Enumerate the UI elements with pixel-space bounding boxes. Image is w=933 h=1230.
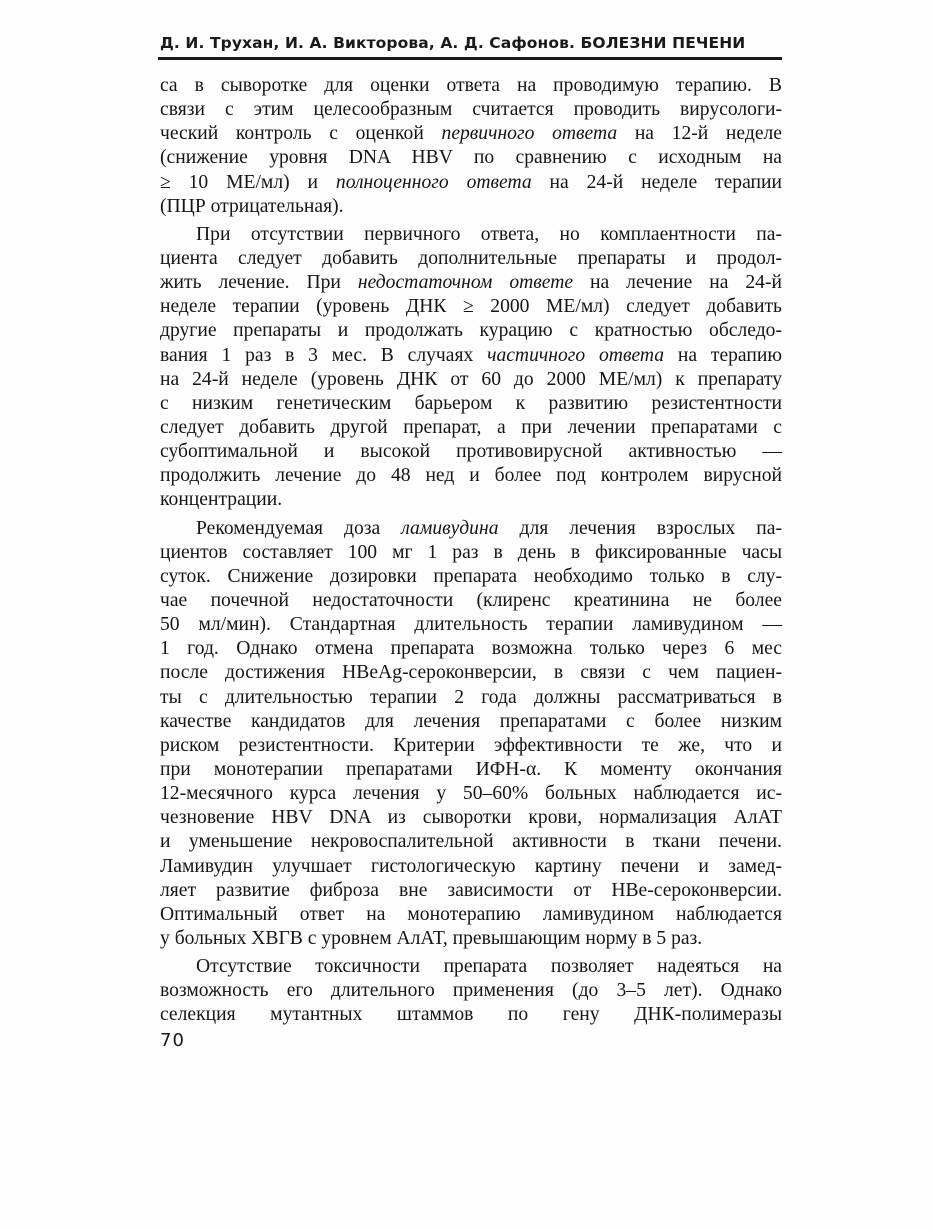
text-line [160, 855, 782, 879]
text-line [160, 955, 782, 979]
text-run: циентов составляет 100 мг 1 раз в день в фиксированные часы [160, 541, 782, 563]
text-run: продолжить лечение до 48 нед и более под контролем вирусной [160, 465, 782, 487]
text-line [160, 223, 782, 247]
text-run: концентрации. [160, 489, 283, 511]
text-run: качестве кандидатов для лечения препаратами с более низким [160, 710, 782, 732]
text-line [160, 903, 782, 927]
text-line [160, 295, 782, 319]
header-rule [158, 57, 782, 60]
text-line [160, 171, 782, 195]
text-line [160, 464, 782, 488]
text-run: са в сыворотке для оценки ответа на проводимую терапию. В [160, 75, 782, 96]
text-line [160, 830, 782, 854]
text-run: с низким генетическим барьером к развитию резистентности [160, 392, 782, 414]
text-line [160, 416, 782, 440]
text-line [160, 440, 782, 464]
text-run: циента следует добавить дополнительные препараты и продол- [160, 247, 782, 269]
text-line [160, 686, 782, 710]
text-line [160, 637, 782, 661]
italic-term: недостаточном ответе [357, 272, 574, 294]
text-line [160, 195, 782, 219]
page-number: 70 [160, 1030, 185, 1051]
text-run: субоптимальной и высокой противовирусной активностью — [160, 441, 782, 463]
text-line [160, 517, 782, 541]
text-run: неделе терапии (уровень ДНК ≥ 2000 МЕ/мл) следует добавить [160, 296, 782, 318]
text-line [160, 879, 782, 903]
text-run: на 12-й неделе [617, 123, 782, 145]
body-text [160, 74, 782, 1031]
text-line [160, 782, 782, 806]
text-run: жить лечение. При [160, 272, 358, 294]
italic-term: ламивудина [401, 517, 499, 539]
text-run: 1 год. Однако отмена препарата возможна только через 6 мес [160, 638, 782, 660]
text-line [160, 979, 782, 1003]
text-line [160, 98, 782, 122]
running-head: Д. И. Трухан, И. А. Викторова, А. Д. Сафонов. БОЛЕЗНИ ПЕЧЕНИ [160, 34, 746, 52]
text-run: (снижение уровня DNA HBV по сравнению с исходным на [160, 147, 782, 169]
text-run: Рекомендуемая доза [196, 517, 402, 539]
text-run: риском резистентности. Критерии эффективности те же, что и [160, 734, 782, 756]
text-line [160, 344, 782, 368]
paragraph [160, 517, 782, 952]
text-line [160, 541, 782, 565]
text-run: у больных ХВГВ с уровнем АлАТ, превышающим норму в 5 раз. [160, 927, 703, 949]
text-run: на лечение на 24-й [573, 272, 782, 294]
text-run: на терапию [664, 344, 782, 366]
text-run: вания 1 раз в 3 мес. В случаях [160, 344, 488, 366]
text-run: 12-месячного курса лечения у 50–60% больных наблюдается ис- [160, 783, 782, 805]
text-run: Отсутствие токсичности препарата позволяет надеяться на [196, 956, 782, 978]
text-line [160, 710, 782, 734]
paragraph [160, 74, 782, 219]
text-run: связи с этим целесообразным считается проводить вирусологи- [160, 99, 782, 121]
text-run: другие препараты и продолжать курацию с кратностью обследо- [160, 320, 782, 342]
text-run: Ламивудин улучшает гистологическую картину печени и замед- [160, 855, 782, 877]
text-line [160, 271, 782, 295]
text-run: и уменьшение некровоспалительной активности в ткани печени. [160, 831, 782, 853]
text-line [160, 74, 782, 98]
text-line [160, 122, 782, 146]
text-run: ≥ 10 МЕ/мл) и [160, 171, 336, 193]
text-line [160, 247, 782, 271]
italic-term: полноценного ответа [335, 171, 532, 193]
text-line [160, 368, 782, 392]
text-run: при монотерапии препаратами ИФН-α. К моменту окончания [160, 758, 782, 780]
text-run: суток. Снижение дозировки препарата необходимо только в слу- [160, 565, 782, 587]
text-line [160, 565, 782, 589]
text-line [160, 488, 782, 512]
text-line [160, 1003, 782, 1027]
text-line [160, 319, 782, 343]
text-run: следует добавить другой препарат, а при лечении препаратами с [160, 416, 782, 438]
text-run: селекция мутантных штаммов по гену ДНК-полимеразы [160, 1004, 782, 1026]
text-run: При отсутствии первичного ответа, но комплаентности па- [196, 223, 782, 245]
text-run: после достижения HBeAg-сероконверсии, в связи с чем пациен- [160, 662, 782, 684]
text-run: ческий контроль с оценкой [160, 123, 442, 145]
text-line [160, 146, 782, 170]
text-run: (ПЦР отрицательная). [160, 195, 344, 217]
text-line [160, 927, 782, 951]
text-line [160, 392, 782, 416]
text-run: ты с длительностью терапии 2 года должны рассматриваться в [160, 686, 782, 708]
text-line [160, 734, 782, 758]
text-run: на 24-й неделе (уровень ДНК от 60 до 2000 МЕ/мл) к препарату [160, 368, 782, 390]
text-line [160, 758, 782, 782]
text-run: на 24-й неделе терапии [531, 171, 782, 193]
text-run: чезновение HBV DNA из сыворотки крови, нормализация АлАТ [160, 807, 782, 829]
text-line [160, 589, 782, 613]
text-line [160, 613, 782, 637]
text-line [160, 661, 782, 685]
paragraph [160, 223, 782, 513]
paragraph [160, 955, 782, 1027]
text-run: для лечения взрослых па- [498, 517, 783, 539]
text-run: возможность его длительного применения (до 3–5 лет). Однако [160, 980, 782, 1002]
text-run: ляет развитие фиброза вне зависимости от HBe-сероконверсии. [160, 879, 782, 901]
text-run: чае почечной недостаточности (клиренс креатинина не более [160, 589, 782, 611]
italic-term: первичного ответа [441, 123, 618, 145]
text-run: 50 мл/мин). Стандартная длительность терапии ламивудином — [160, 614, 782, 636]
text-line [160, 806, 782, 830]
text-run: Оптимальный ответ на монотерапию ламивудином наблюдается [160, 903, 782, 925]
italic-term: частичного ответа [487, 344, 665, 366]
